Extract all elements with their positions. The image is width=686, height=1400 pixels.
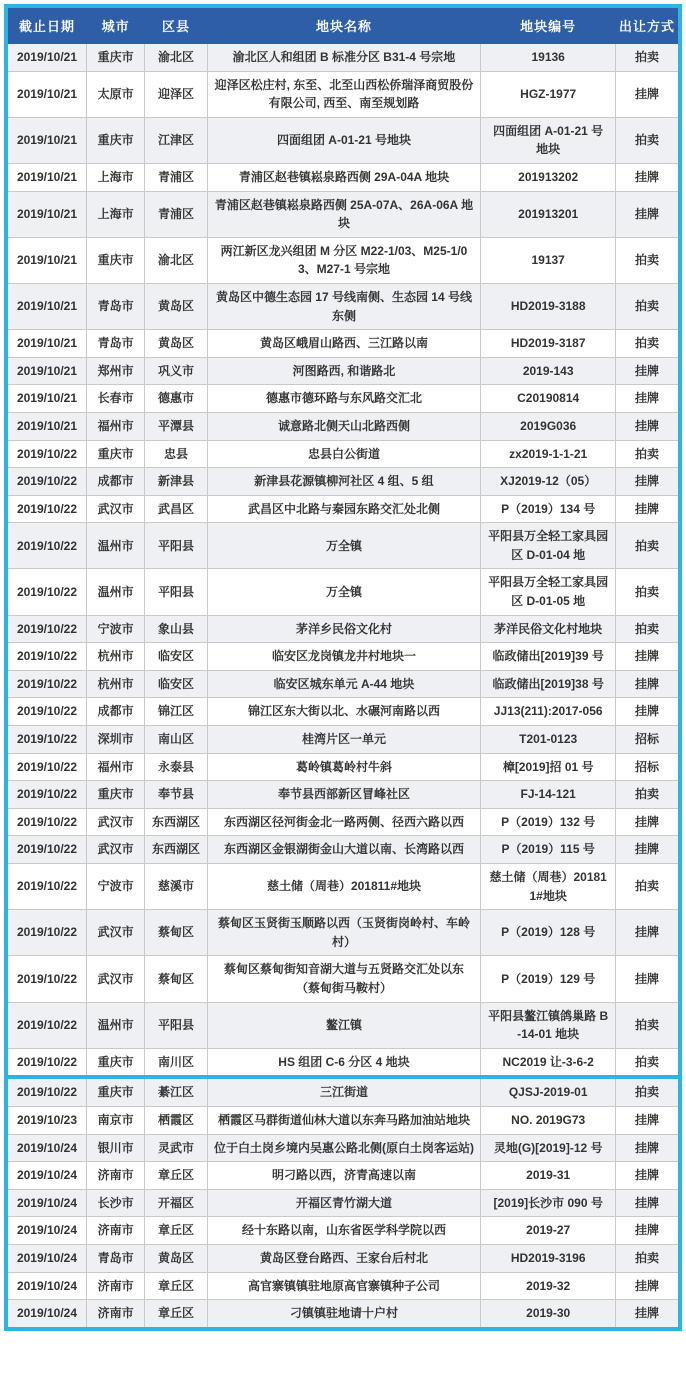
cell-city: 上海市: [86, 191, 144, 237]
cell-date: 2019/10/22: [6, 1002, 86, 1048]
cell-plot-name: 葛岭镇葛岭村牛斜: [207, 753, 481, 781]
table-row: [6, 1162, 680, 1190]
table-row: [6, 468, 680, 496]
cell-date: 2019/10/21: [6, 283, 86, 329]
cell-city: 温州市: [86, 1002, 144, 1048]
cell-date: 2019/10/21: [6, 385, 86, 413]
cell-plot-name: 黄岛区登台路西、王家台后村北: [207, 1244, 481, 1272]
cell-date: 2019/10/22: [6, 440, 86, 468]
cell-method: 挂牌: [616, 670, 680, 698]
cell-date: 2019/10/22: [6, 468, 86, 496]
cell-method: 拍卖: [616, 330, 680, 358]
cell-city: 温州市: [86, 569, 144, 615]
table-row: [6, 1002, 680, 1048]
cell-plot-code: P（2019）115 号: [481, 836, 616, 864]
cell-district: 奉节县: [145, 781, 207, 809]
cell-plot-code: 201913202: [481, 163, 616, 191]
cell-method: 拍卖: [616, 283, 680, 329]
table-row: [6, 956, 680, 1002]
cell-city: 济南市: [86, 1217, 144, 1245]
cell-city: 济南市: [86, 1272, 144, 1300]
cell-plot-code: T201-0123: [481, 726, 616, 754]
cell-district: 东西湖区: [145, 808, 207, 836]
cell-plot-name: 经十东路以南，山东省医学科学院以西: [207, 1217, 481, 1245]
cell-method: 挂牌: [616, 495, 680, 523]
cell-method: 挂牌: [616, 643, 680, 671]
cell-method: 挂牌: [616, 468, 680, 496]
table-row: [6, 71, 680, 117]
cell-plot-name: 万全镇: [207, 523, 481, 569]
cell-plot-code: FJ-14-121: [481, 781, 616, 809]
cell-method: 挂牌: [616, 910, 680, 956]
cell-district: 临安区: [145, 643, 207, 671]
cell-plot-code: 临政储出[2019]38 号: [481, 670, 616, 698]
column-header-city: 城市: [86, 6, 144, 44]
table-row: [6, 523, 680, 569]
cell-plot-name: 迎泽区松庄村, 东至、北至山西松侨瑞泽商贸股份有限公司, 西至、南至规划路: [207, 71, 481, 117]
table-row: [6, 808, 680, 836]
cell-method: 招标: [616, 753, 680, 781]
cell-plot-code: NO. 2019G73: [481, 1106, 616, 1134]
cell-method: 挂牌: [616, 412, 680, 440]
cell-method: 拍卖: [616, 615, 680, 643]
cell-city: 重庆市: [86, 781, 144, 809]
cell-district: 平阳县: [145, 523, 207, 569]
cell-district: 新津县: [145, 468, 207, 496]
cell-district: 黄岛区: [145, 330, 207, 358]
cell-plot-name: 慈土储（周巷）201811#地块: [207, 864, 481, 910]
cell-date: 2019/10/21: [6, 191, 86, 237]
cell-city: 郑州市: [86, 357, 144, 385]
cell-district: 锦江区: [145, 698, 207, 726]
cell-plot-name: 开福区青竹湖大道: [207, 1189, 481, 1217]
cell-city: 重庆市: [86, 1048, 144, 1077]
cell-method: 挂牌: [616, 836, 680, 864]
cell-method: 拍卖: [616, 440, 680, 468]
cell-city: 南京市: [86, 1106, 144, 1134]
cell-plot-code: 平阳县鳌江镇鸽巢路 B-14-01 地块: [481, 1002, 616, 1048]
cell-district: 南川区: [145, 1048, 207, 1077]
table-row: [6, 330, 680, 358]
cell-district: 青浦区: [145, 163, 207, 191]
cell-district: 章丘区: [145, 1272, 207, 1300]
cell-plot-code: NC2019 让-3-6-2: [481, 1048, 616, 1077]
table-row: [6, 1048, 680, 1077]
cell-city: 福州市: [86, 753, 144, 781]
cell-method: 挂牌: [616, 1217, 680, 1245]
cell-plot-name: 桂湾片区一单元: [207, 726, 481, 754]
table-row: [6, 357, 680, 385]
cell-district: 平潭县: [145, 412, 207, 440]
cell-method: 拍卖: [616, 1048, 680, 1077]
cell-date: 2019/10/22: [6, 836, 86, 864]
cell-method: 招标: [616, 726, 680, 754]
cell-method: 拍卖: [616, 864, 680, 910]
cell-district: 章丘区: [145, 1162, 207, 1190]
cell-plot-name: 渝北区人和组团 B 标准分区 B31-4 号宗地: [207, 44, 481, 72]
column-header-transfer-method: 出让方式: [616, 6, 680, 44]
table-row: [6, 440, 680, 468]
cell-district: 平阳县: [145, 569, 207, 615]
cell-plot-code: 2019-32: [481, 1272, 616, 1300]
cell-plot-name: 蔡甸区蔡甸街知音湖大道与五贤路交汇处以东（蔡甸街马鞍村）: [207, 956, 481, 1002]
land-auction-table: [4, 4, 682, 1331]
cell-date: 2019/10/22: [6, 495, 86, 523]
cell-method: 拍卖: [616, 781, 680, 809]
table-row: [6, 1272, 680, 1300]
cell-plot-name: 德惠市德环路与东风路交汇北: [207, 385, 481, 413]
cell-city: 济南市: [86, 1162, 144, 1190]
cell-date: 2019/10/24: [6, 1300, 86, 1329]
cell-city: 成都市: [86, 698, 144, 726]
cell-date: 2019/10/24: [6, 1217, 86, 1245]
cell-plot-code: P（2019）129 号: [481, 956, 616, 1002]
cell-plot-code: HD2019-3188: [481, 283, 616, 329]
cell-district: 蔡甸区: [145, 956, 207, 1002]
column-header-district: 区县: [145, 6, 207, 44]
column-header-plot-name: 地块名称: [207, 6, 481, 44]
cell-date: 2019/10/22: [6, 808, 86, 836]
cell-district: 巩义市: [145, 357, 207, 385]
cell-method: 挂牌: [616, 385, 680, 413]
cell-city: 宁波市: [86, 864, 144, 910]
cell-plot-name: 三江街道: [207, 1077, 481, 1106]
cell-plot-name: 黄岛区中德生态园 17 号线南侧、生态园 14 号线东侧: [207, 283, 481, 329]
table-row: [6, 191, 680, 237]
cell-city: 武汉市: [86, 956, 144, 1002]
cell-date: 2019/10/21: [6, 237, 86, 283]
cell-plot-code: 2019G036: [481, 412, 616, 440]
table-row: [6, 910, 680, 956]
table-row: [6, 163, 680, 191]
cell-date: 2019/10/23: [6, 1106, 86, 1134]
cell-district: 永泰县: [145, 753, 207, 781]
cell-plot-code: 临政储出[2019]39 号: [481, 643, 616, 671]
cell-date: 2019/10/24: [6, 1244, 86, 1272]
cell-city: 成都市: [86, 468, 144, 496]
table-row: [6, 1189, 680, 1217]
cell-city: 宁波市: [86, 615, 144, 643]
cell-plot-name: 两江新区龙兴组团 M 分区 M22-1/03、M25-1/03、M27-1 号宗地: [207, 237, 481, 283]
cell-plot-code: HD2019-3196: [481, 1244, 616, 1272]
cell-district: 慈溪市: [145, 864, 207, 910]
cell-method: 挂牌: [616, 1106, 680, 1134]
cell-district: 黄岛区: [145, 283, 207, 329]
cell-plot-name: 东西湖区金银湖街金山大道以南、长湾路以西: [207, 836, 481, 864]
cell-date: 2019/10/22: [6, 956, 86, 1002]
cell-plot-name: 栖霞区马群街道仙林大道以东奔马路加油站地块: [207, 1106, 481, 1134]
cell-plot-name: 临安区城东单元 A-44 地块: [207, 670, 481, 698]
cell-date: 2019/10/21: [6, 412, 86, 440]
cell-district: 灵武市: [145, 1134, 207, 1162]
cell-plot-name: 河图路西, 和谐路北: [207, 357, 481, 385]
cell-city: 长沙市: [86, 1189, 144, 1217]
cell-city: 武汉市: [86, 910, 144, 956]
cell-district: 忠县: [145, 440, 207, 468]
table-body: [6, 44, 680, 1078]
cell-city: 青岛市: [86, 283, 144, 329]
cell-plot-code: P（2019）128 号: [481, 910, 616, 956]
cell-plot-name: 新津县花源镇柳河社区 4 组、5 组: [207, 468, 481, 496]
table-row: [6, 569, 680, 615]
cell-method: 拍卖: [616, 44, 680, 72]
table-row: [6, 495, 680, 523]
cell-district: 渝北区: [145, 237, 207, 283]
cell-plot-name: 黄岛区峨眉山路西、三江路以南: [207, 330, 481, 358]
cell-method: 挂牌: [616, 1272, 680, 1300]
cell-city: 济南市: [86, 1300, 144, 1329]
cell-method: 挂牌: [616, 71, 680, 117]
cell-plot-code: 19136: [481, 44, 616, 72]
cell-method: 拍卖: [616, 1244, 680, 1272]
cell-plot-code: 慈土储（周巷）201811#地块: [481, 864, 616, 910]
table-row: [6, 385, 680, 413]
cell-plot-name: 蔡甸区玉贤街玉顺路以西（玉贤街岗岭村、车岭村）: [207, 910, 481, 956]
cell-plot-code: P（2019）134 号: [481, 495, 616, 523]
cell-plot-name: 万全镇: [207, 569, 481, 615]
table-row: [6, 44, 680, 72]
cell-plot-code: 四面组团 A-01-21 号地块: [481, 117, 616, 163]
cell-district: 青浦区: [145, 191, 207, 237]
cell-city: 杭州市: [86, 670, 144, 698]
table-row: [6, 726, 680, 754]
cell-plot-name: 鳌江镇: [207, 1002, 481, 1048]
table-row: [6, 864, 680, 910]
cell-method: 挂牌: [616, 698, 680, 726]
cell-district: 象山县: [145, 615, 207, 643]
cell-district: 南山区: [145, 726, 207, 754]
cell-district: 临安区: [145, 670, 207, 698]
cell-plot-code: [2019]长沙市 090 号: [481, 1189, 616, 1217]
cell-date: 2019/10/22: [6, 1048, 86, 1077]
cell-plot-code: 灵地(G)[2019]-12 号: [481, 1134, 616, 1162]
cell-district: 黄岛区: [145, 1244, 207, 1272]
cell-district: 迎泽区: [145, 71, 207, 117]
cell-district: 平阳县: [145, 1002, 207, 1048]
cell-method: 挂牌: [616, 1300, 680, 1329]
cell-district: 章丘区: [145, 1217, 207, 1245]
cell-plot-code: 2019-27: [481, 1217, 616, 1245]
cell-date: 2019/10/22: [6, 698, 86, 726]
table-row: [6, 412, 680, 440]
cell-method: 挂牌: [616, 808, 680, 836]
cell-district: 武昌区: [145, 495, 207, 523]
cell-plot-name: 忠县白公街道: [207, 440, 481, 468]
cell-plot-code: QJSJ-2019-01: [481, 1077, 616, 1106]
cell-date: 2019/10/22: [6, 523, 86, 569]
table-row: [6, 615, 680, 643]
cell-city: 重庆市: [86, 1077, 144, 1106]
cell-plot-name: 武昌区中北路与秦园东路交汇处北侧: [207, 495, 481, 523]
cell-method: 拍卖: [616, 569, 680, 615]
cell-plot-name: 锦江区东大街以北、水碾河南路以西: [207, 698, 481, 726]
cell-district: 渝北区: [145, 44, 207, 72]
cell-city: 银川市: [86, 1134, 144, 1162]
cell-plot-code: zx2019-1-1-21: [481, 440, 616, 468]
cell-method: 挂牌: [616, 1134, 680, 1162]
cell-plot-code: JJ13(211):2017-056: [481, 698, 616, 726]
table-row: [6, 698, 680, 726]
cell-method: 拍卖: [616, 523, 680, 569]
cell-city: 上海市: [86, 163, 144, 191]
cell-date: 2019/10/21: [6, 357, 86, 385]
cell-date: 2019/10/24: [6, 1134, 86, 1162]
table-row: [6, 1077, 680, 1106]
cell-date: 2019/10/22: [6, 1077, 86, 1106]
cell-date: 2019/10/22: [6, 781, 86, 809]
table-row: [6, 283, 680, 329]
table-row: [6, 1217, 680, 1245]
cell-plot-code: HD2019-3187: [481, 330, 616, 358]
table-row: [6, 781, 680, 809]
cell-date: 2019/10/24: [6, 1162, 86, 1190]
cell-date: 2019/10/21: [6, 330, 86, 358]
cell-date: 2019/10/22: [6, 569, 86, 615]
cell-method: 挂牌: [616, 357, 680, 385]
table-row: [6, 1106, 680, 1134]
cell-city: 重庆市: [86, 117, 144, 163]
cell-district: 德惠市: [145, 385, 207, 413]
cell-city: 深圳市: [86, 726, 144, 754]
cell-plot-code: 平阳县万全轻工家具园区 D-01-05 地: [481, 569, 616, 615]
cell-method: 挂牌: [616, 1189, 680, 1217]
cell-district: 开福区: [145, 1189, 207, 1217]
cell-city: 武汉市: [86, 808, 144, 836]
cell-plot-name: 青浦区赵巷镇崧泉路西侧 29A-04A 地块: [207, 163, 481, 191]
cell-plot-name: 四面组团 A-01-21 号地块: [207, 117, 481, 163]
cell-city: 武汉市: [86, 495, 144, 523]
cell-method: 挂牌: [616, 956, 680, 1002]
column-header-plot-code: 地块编号: [481, 6, 616, 44]
cell-plot-code: 樟[2019]招 01 号: [481, 753, 616, 781]
cell-plot-name: 东西湖区径河街金北一路两侧、径西六路以西: [207, 808, 481, 836]
cell-date: 2019/10/24: [6, 1189, 86, 1217]
cell-plot-name: 位于白土岗乡境内吴惠公路北侧(原白土岗客运站): [207, 1134, 481, 1162]
table-row: [6, 643, 680, 671]
cell-plot-code: HGZ-1977: [481, 71, 616, 117]
cell-date: 2019/10/22: [6, 910, 86, 956]
cell-plot-code: XJ2019-12（05）: [481, 468, 616, 496]
cell-date: 2019/10/22: [6, 643, 86, 671]
cell-method: 挂牌: [616, 1162, 680, 1190]
cell-district: 东西湖区: [145, 836, 207, 864]
cell-plot-name: 茅洋乡民俗文化村: [207, 615, 481, 643]
cell-plot-name: 青浦区赵巷镇崧泉路西侧 25A-07A、26A-06A 地块: [207, 191, 481, 237]
highlighted-rows-section: [6, 1077, 680, 1328]
cell-date: 2019/10/22: [6, 864, 86, 910]
column-header-deadline-date: 截止日期: [6, 6, 86, 44]
cell-method: 拍卖: [616, 1077, 680, 1106]
cell-district: 栖霞区: [145, 1106, 207, 1134]
cell-date: 2019/10/21: [6, 163, 86, 191]
cell-plot-name: 高官寨镇镇驻地原高官寨镇种子公司: [207, 1272, 481, 1300]
cell-city: 长春市: [86, 385, 144, 413]
cell-city: 福州市: [86, 412, 144, 440]
cell-city: 武汉市: [86, 836, 144, 864]
cell-method: 拍卖: [616, 237, 680, 283]
table-row: [6, 1134, 680, 1162]
cell-date: 2019/10/22: [6, 753, 86, 781]
cell-plot-code: 201913201: [481, 191, 616, 237]
cell-city: 重庆市: [86, 237, 144, 283]
cell-plot-code: 茅洋民俗文化村地块: [481, 615, 616, 643]
cell-plot-name: HS 组团 C-6 分区 4 地块: [207, 1048, 481, 1077]
cell-date: 2019/10/22: [6, 726, 86, 754]
cell-date: 2019/10/21: [6, 71, 86, 117]
cell-plot-code: 2019-30: [481, 1300, 616, 1329]
table-header: [6, 6, 680, 44]
cell-city: 重庆市: [86, 440, 144, 468]
table-row: [6, 237, 680, 283]
table-row: [6, 117, 680, 163]
cell-method: 拍卖: [616, 117, 680, 163]
cell-date: 2019/10/21: [6, 117, 86, 163]
cell-plot-code: C20190814: [481, 385, 616, 413]
cell-date: 2019/10/24: [6, 1272, 86, 1300]
cell-district: 江津区: [145, 117, 207, 163]
cell-city: 杭州市: [86, 643, 144, 671]
cell-plot-code: P（2019）132 号: [481, 808, 616, 836]
cell-plot-name: 刁镇镇驻地请十户村: [207, 1300, 481, 1329]
cell-city: 温州市: [86, 523, 144, 569]
cell-date: 2019/10/22: [6, 670, 86, 698]
cell-method: 挂牌: [616, 163, 680, 191]
cell-plot-name: 明刁路以西，济青高速以南: [207, 1162, 481, 1190]
cell-city: 太原市: [86, 71, 144, 117]
cell-district: 章丘区: [145, 1300, 207, 1329]
cell-date: 2019/10/22: [6, 615, 86, 643]
cell-plot-code: 19137: [481, 237, 616, 283]
cell-plot-code: 平阳县万全轻工家具园区 D-01-04 地: [481, 523, 616, 569]
table-row: [6, 836, 680, 864]
cell-city: 重庆市: [86, 44, 144, 72]
cell-plot-name: 临安区龙岗镇龙井村地块一: [207, 643, 481, 671]
cell-plot-code: 2019-143: [481, 357, 616, 385]
cell-plot-name: 奉节县西部新区冒峰社区: [207, 781, 481, 809]
table-row: [6, 1244, 680, 1272]
cell-city: 青岛市: [86, 1244, 144, 1272]
cell-date: 2019/10/21: [6, 44, 86, 72]
cell-city: 青岛市: [86, 330, 144, 358]
table-row: [6, 753, 680, 781]
table-row: [6, 670, 680, 698]
header-row: [6, 6, 680, 44]
cell-method: 拍卖: [616, 1002, 680, 1048]
cell-district: 蔡甸区: [145, 910, 207, 956]
cell-plot-name: 诚意路北侧天山北路西侧: [207, 412, 481, 440]
cell-district: 綦江区: [145, 1077, 207, 1106]
cell-plot-code: 2019-31: [481, 1162, 616, 1190]
cell-method: 挂牌: [616, 191, 680, 237]
table-row: [6, 1300, 680, 1329]
